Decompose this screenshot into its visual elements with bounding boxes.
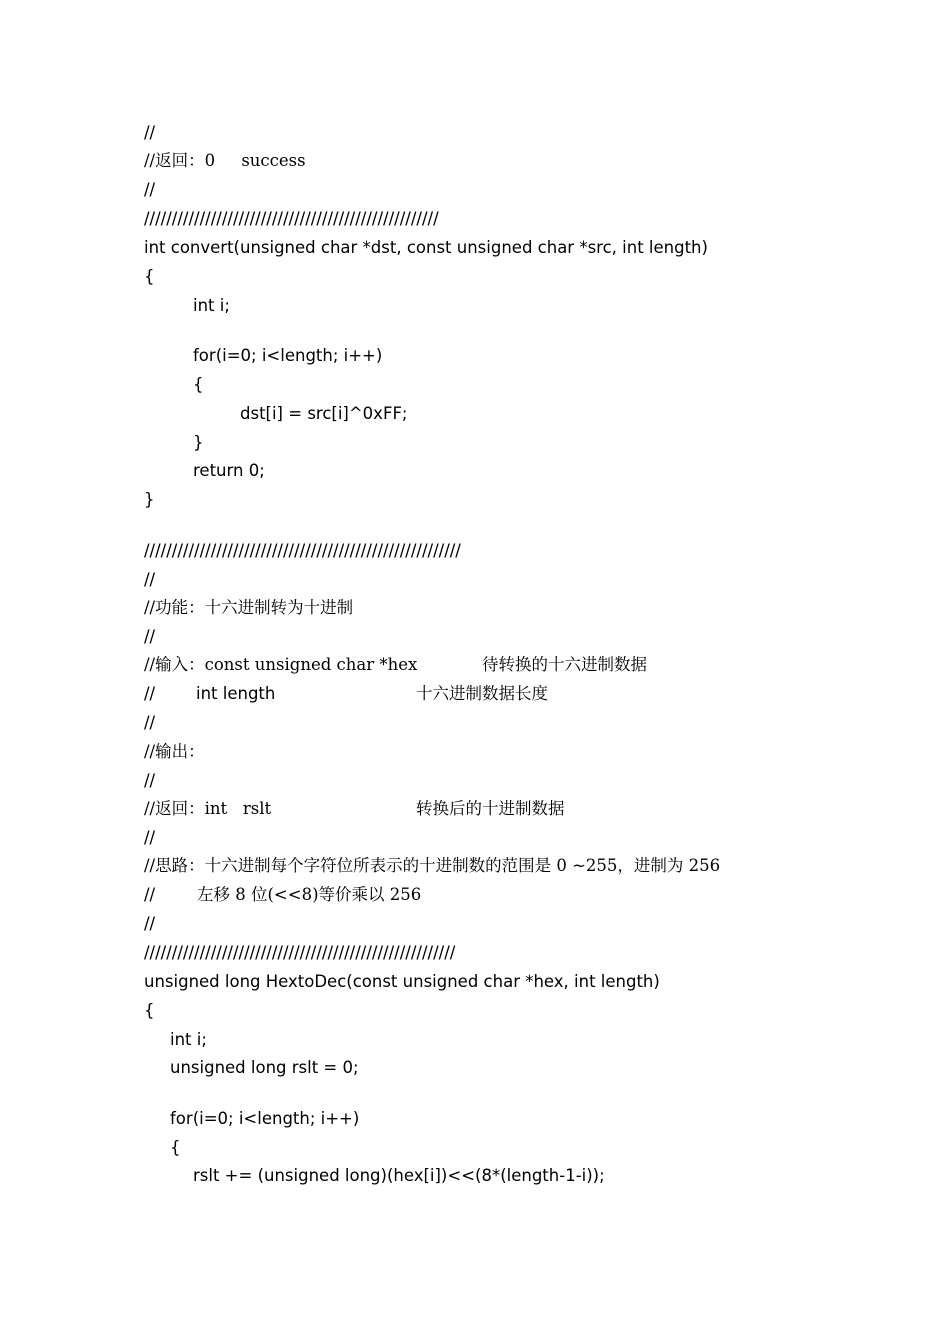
code-line: //: [144, 570, 156, 589]
code-line: //: [144, 828, 156, 847]
code-line: {: [144, 1001, 155, 1020]
code-line: }: [193, 433, 204, 452]
code-line: {: [193, 375, 204, 394]
code-line: for(i=0; i<length; i++): [193, 346, 383, 365]
code-line: //: [144, 123, 156, 142]
code-line: //: [144, 627, 156, 646]
code-line: dst[i] = src[i]^0xFF;: [240, 404, 408, 423]
code-line: //输出：: [144, 742, 205, 761]
code-line: return 0;: [193, 461, 265, 480]
code-line: ////////////////////////////////////////////////////////: [144, 943, 456, 962]
code-line: //: [144, 713, 156, 732]
code-line: int convert(unsigned char *dst, const unsigned char *src, int length): [144, 238, 708, 257]
code-comment: 转换后的十进制数据: [416, 799, 565, 818]
code-line: //: [144, 914, 156, 933]
code-line: }: [144, 490, 155, 509]
code-line: rslt += (unsigned long)(hex[i])<<(8*(length-1-i));: [193, 1166, 605, 1185]
code-line: int i;: [170, 1030, 207, 1049]
code-line: 左移 8 位(<<8)等价乘以 256: [197, 885, 422, 904]
code-line: //功能：十六进制转为十进制: [144, 598, 354, 617]
code-line: //返回：int rslt: [144, 799, 272, 818]
code-line: int length: [196, 684, 276, 703]
code-line: //: [144, 771, 156, 790]
code-line: {: [144, 267, 155, 286]
code-line: {: [170, 1138, 181, 1157]
code-line: int i;: [193, 296, 230, 315]
code-line: /////////////////////////////////////////////////////: [144, 209, 439, 228]
code-line: unsigned long rslt = 0;: [170, 1058, 359, 1077]
code-line: //: [144, 684, 156, 703]
code-comment: 十六进制数据长度: [416, 684, 548, 703]
code-line: //: [144, 180, 156, 199]
code-comment: 待转换的十六进制数据: [482, 655, 647, 674]
code-line: //: [144, 885, 156, 904]
code-line: /////////////////////////////////////////////////////////: [144, 541, 461, 560]
code-line: for(i=0; i<length; i++): [170, 1109, 360, 1128]
code-line: //思路：十六进制每个字符位所表示的十进制数的范围是 0 ~255，进制为 256: [144, 856, 721, 875]
code-line: //返回：0 success: [144, 151, 306, 170]
code-line: unsigned long HextoDec(const unsigned char *hex, int length): [144, 972, 660, 991]
code-line: //输入：const unsigned char *hex: [144, 655, 418, 674]
